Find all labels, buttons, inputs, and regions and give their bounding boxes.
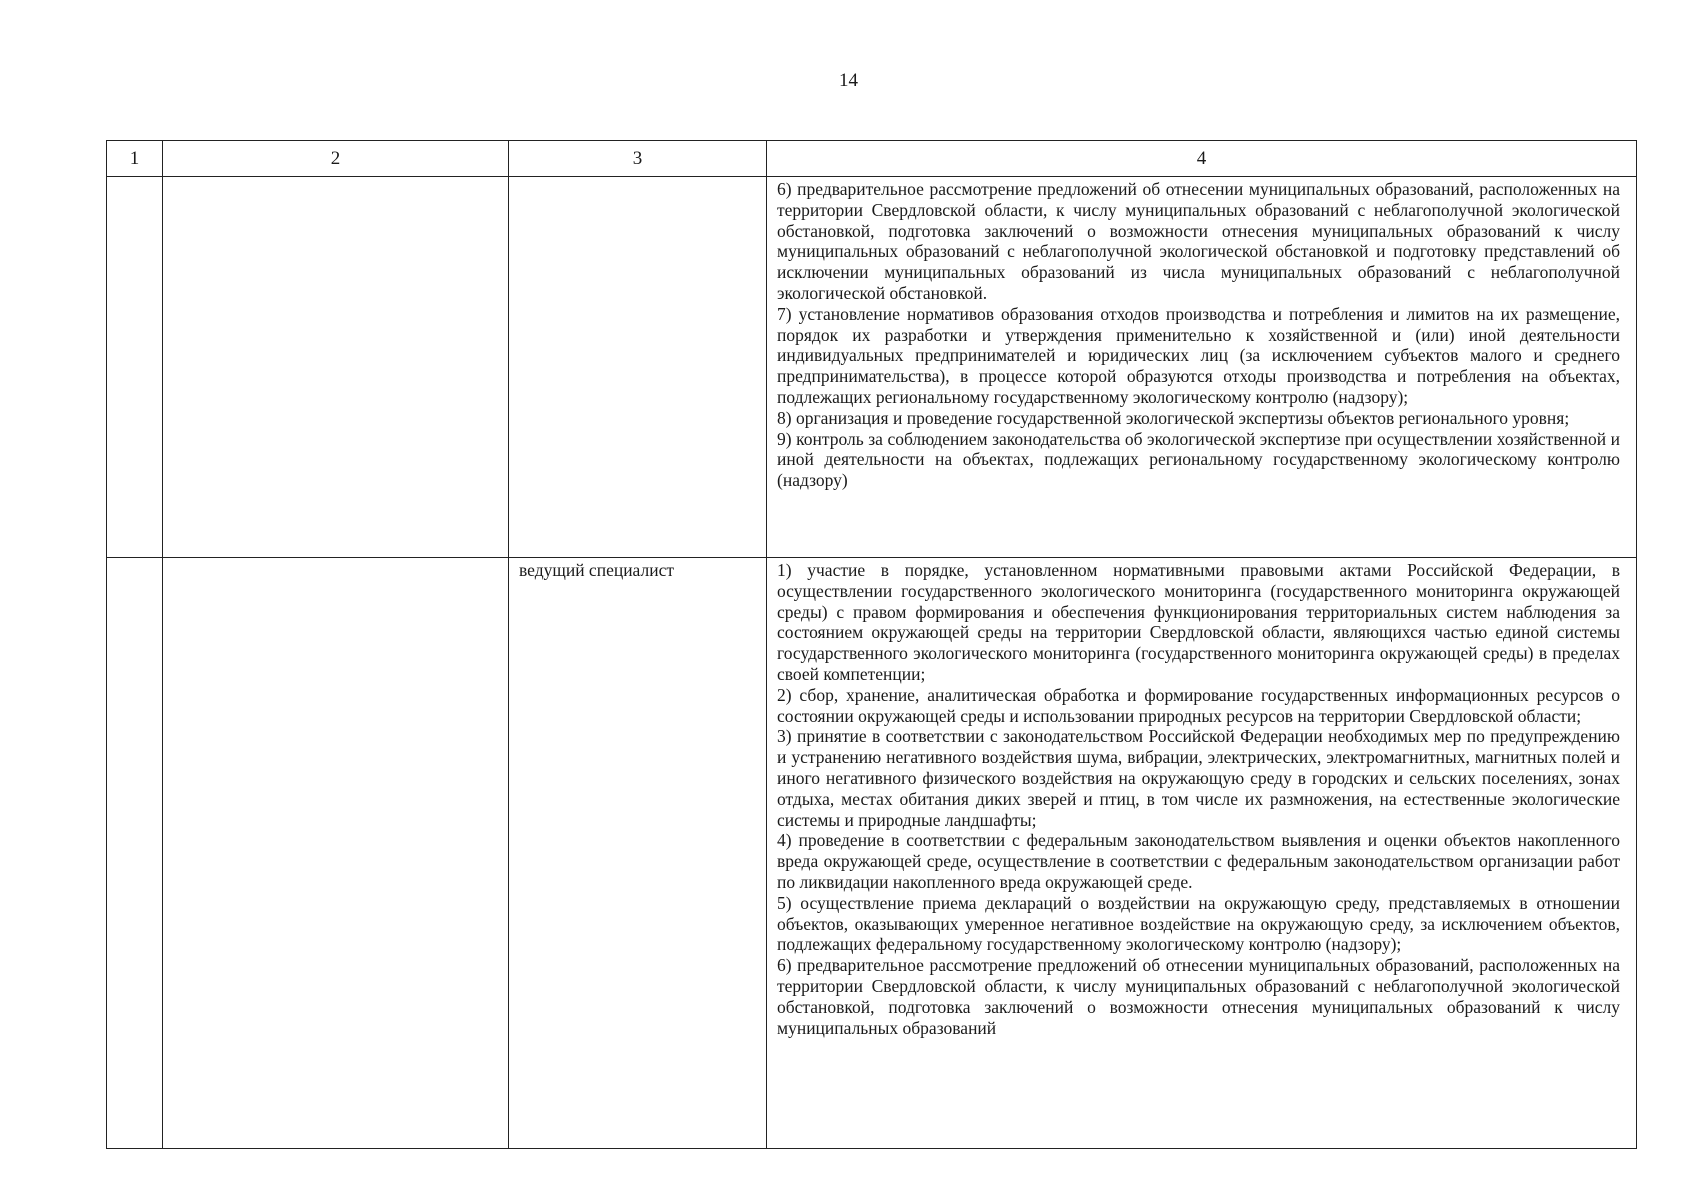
duty-item: 9) контроль за соблюдением законодательства об экологической экспертизе при осуществлении хозяйственной и иной деятельности на объектах, подлежащих региональному государственному экологическому контролю (надзору) — [777, 428, 1620, 491]
duty-item: 2) сбор, хранение, аналитическая обработка и формирование государственных информационных ресурсов о состоянии окружающей среды и использовании природных ресурсов на территории Свердловской области; — [777, 684, 1620, 726]
duty-item: 6) предварительное рассмотрение предложений об отнесении муниципальных образований, расположенных на территории Свердловской области, к числу муниципальных образований с неблагополучной экологической обстановкой, подготовка заключений о возможности отнесения муниципальных образований к числу муниципальных образований — [777, 955, 1620, 1038]
header-col-2: 2 — [163, 141, 509, 177]
position-title — [509, 177, 766, 179]
cell-col-2 — [163, 558, 509, 1149]
cell-col-1 — [107, 177, 163, 558]
cell-duties — [767, 177, 1637, 558]
table-row — [107, 177, 1637, 558]
duty-item: 5) осуществление приема деклараций о воздействии на окружающую среду, представляемых в отношении объектов, оказывающих умеренное негативное воздействие на окружающую среду, за исключением объектов, подлежащих федеральному государственному экологическому контролю (надзору); — [777, 892, 1620, 955]
header-col-3: 3 — [509, 141, 767, 177]
table-row — [107, 558, 1637, 1149]
position-title: ведущий специалист — [519, 560, 674, 580]
cell-position — [509, 558, 767, 1149]
header-col-4: 4 — [767, 141, 1637, 177]
cell-position — [509, 177, 767, 558]
table-header-row — [107, 141, 1637, 177]
page-number: 14 — [839, 70, 858, 91]
duty-item: 8) организация и проведение государственной экологической экспертизы объектов регионального уровня; — [777, 407, 1570, 428]
cell-col-1 — [107, 558, 163, 1149]
duty-item: 4) проведение в соответствии с федеральным законодательством выявления и оценки объектов накопленного вреда окружающей среде, осуществление в соответствии с федеральным законодательством организации работ по ликвидации накопленного вреда окружающей среде. — [777, 830, 1620, 892]
duty-item: 1) участие в порядке, установленном нормативными правовыми актами Российской Федерации, в осуществлении государственного экологического мониторинга (государственного мониторинга окружающей среды) с правом формирования и обеспечения функционирования территориальных систем наблюдения за состоянием окружающей среды на территории Свердловской области, являющихся частью единой системы государственного экологического мониторинга (государственного мониторинга окружающей среды) в пределах своей компетенции; — [777, 560, 1620, 684]
duties-table — [106, 140, 1637, 1149]
cell-duties — [767, 558, 1637, 1149]
cell-col-2 — [163, 177, 509, 558]
duty-item: 6) предварительное рассмотрение предложений об отнесении муниципальных образований, расположенных на территории Свердловской области, к числу муниципальных образований с неблагополучной экологической обстановкой, подготовка заключений о возможности отнесения муниципальных образований к числу муниципальных образований с неблагополучной экологической обстановкой и подготовку представлений об исключении муниципальных образований из числа муниципальных образований с неблагополучной экологической обстановкой. — [777, 179, 1620, 303]
duty-item: 7) установление нормативов образования отходов производства и потребления и лимитов на их размещение, порядок их разработки и утверждения применительно к хозяйственной и (или) иной деятельности индивидуальных предпринимателей и юридических лиц (за исключением субъектов малого и среднего предпринимательства), в процессе которой образуются отходы производства и потребления на объектах, подлежащих региональному государственному экологическому контролю (надзору); — [777, 303, 1620, 407]
header-col-1: 1 — [107, 141, 163, 177]
duty-item: 3) принятие в соответствии с законодательством Российской Федерации необходимых мер по предупреждению и устранению негативного воздействия шума, вибрации, электрических, электромагнитных, магнитных полей и иного негативного физического воздействия на окружающую среду в городских и сельских поселениях, зонах отдыха, местах обитания диких зверей и птиц, в том числе их размножения, на естественные экологические системы и природные ландшафты; — [777, 726, 1620, 830]
